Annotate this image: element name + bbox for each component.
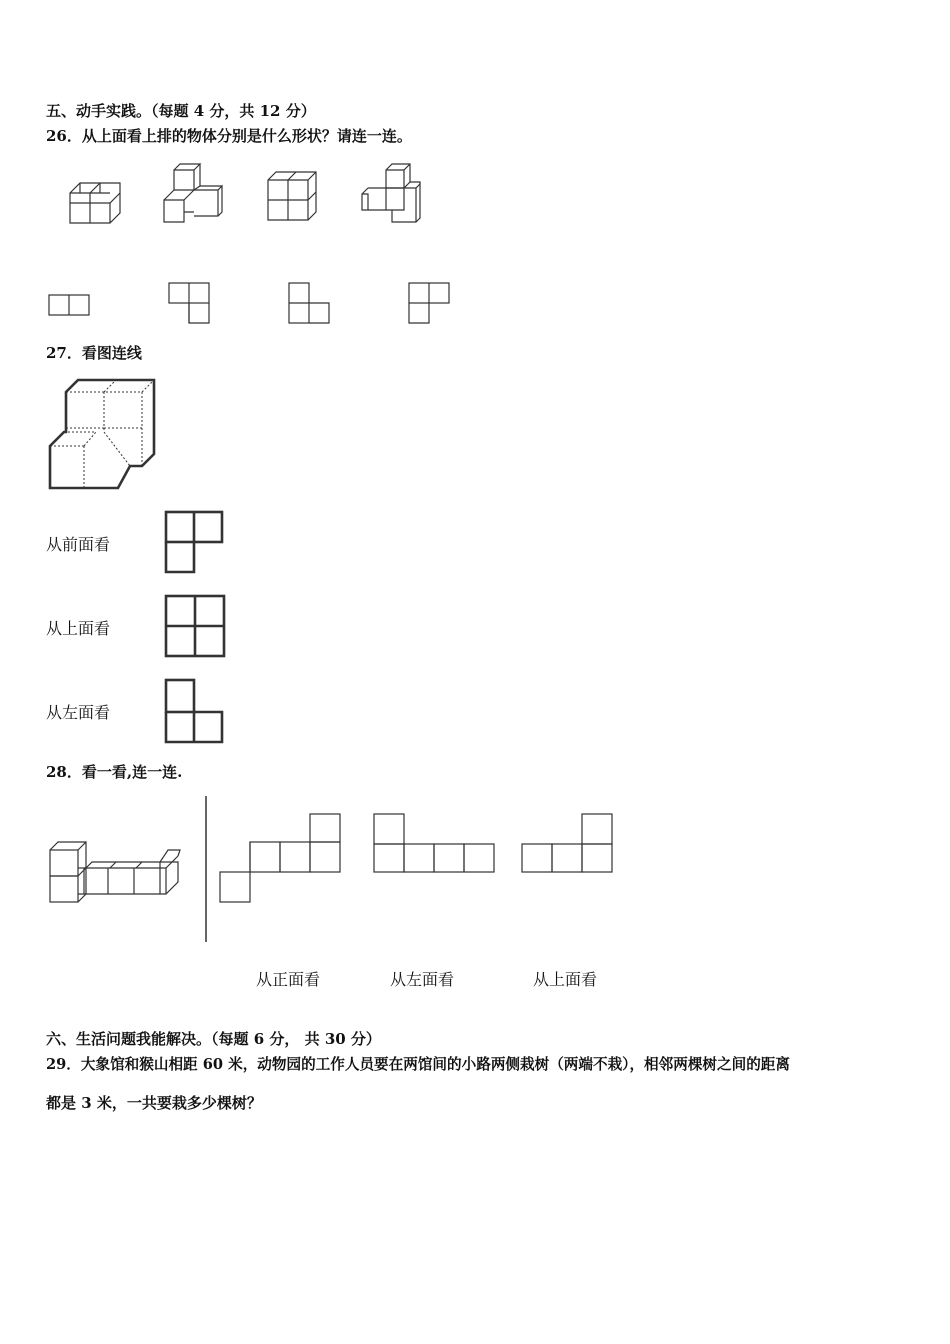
q27-label-left: 从左面看 [46,703,111,722]
q28-option-2 [372,812,496,876]
q28-label-left: 从左面看 [390,970,455,989]
q28-option-1 [218,812,342,906]
question-26-text: 26．从上面看上排的物体分别是什么形状？请连一连。 [46,127,412,145]
q26-solid-3 [266,170,322,224]
q27-solid-figure [46,378,158,492]
question-28-text: 28．看一看,连一连. [46,763,183,781]
q27-view-left [164,678,224,744]
q27-view-top [164,594,226,658]
q27-view-front [164,510,224,574]
q26-solid-2 [162,168,226,228]
q26-solid-4 [360,162,424,224]
q26-view-2 [168,282,210,324]
q28-label-top: 从上面看 [533,970,598,989]
q27-label-top: 从上面看 [46,619,111,638]
q26-solid-1 [68,180,128,225]
section-6-heading: 六、生活问题我能解决。（每题 6 分， 共 30 分） [46,1030,381,1048]
q26-view-4 [408,282,450,324]
q28-divider [204,796,208,942]
question-29-line-1: 29．大象馆和猴山相距 60 米，动物园的工作人员要在两馆间的小路两侧栽树（两端不栽），相邻两棵树之间的距离 [46,1056,790,1073]
q28-option-3 [522,812,616,876]
question-29-line-2: 都是 3 米，一共要栽多少棵树？ [46,1094,262,1112]
q27-label-front: 从前面看 [46,535,111,554]
q28-solid-figure [48,840,184,906]
question-27-text: 27．看图连线 [46,344,142,362]
q26-view-1 [48,294,90,316]
q26-view-3 [288,282,330,324]
section-5-heading: 五、动手实践。（每题 4 分，共 12 分） [46,102,316,120]
q28-label-front: 从正面看 [256,970,321,989]
